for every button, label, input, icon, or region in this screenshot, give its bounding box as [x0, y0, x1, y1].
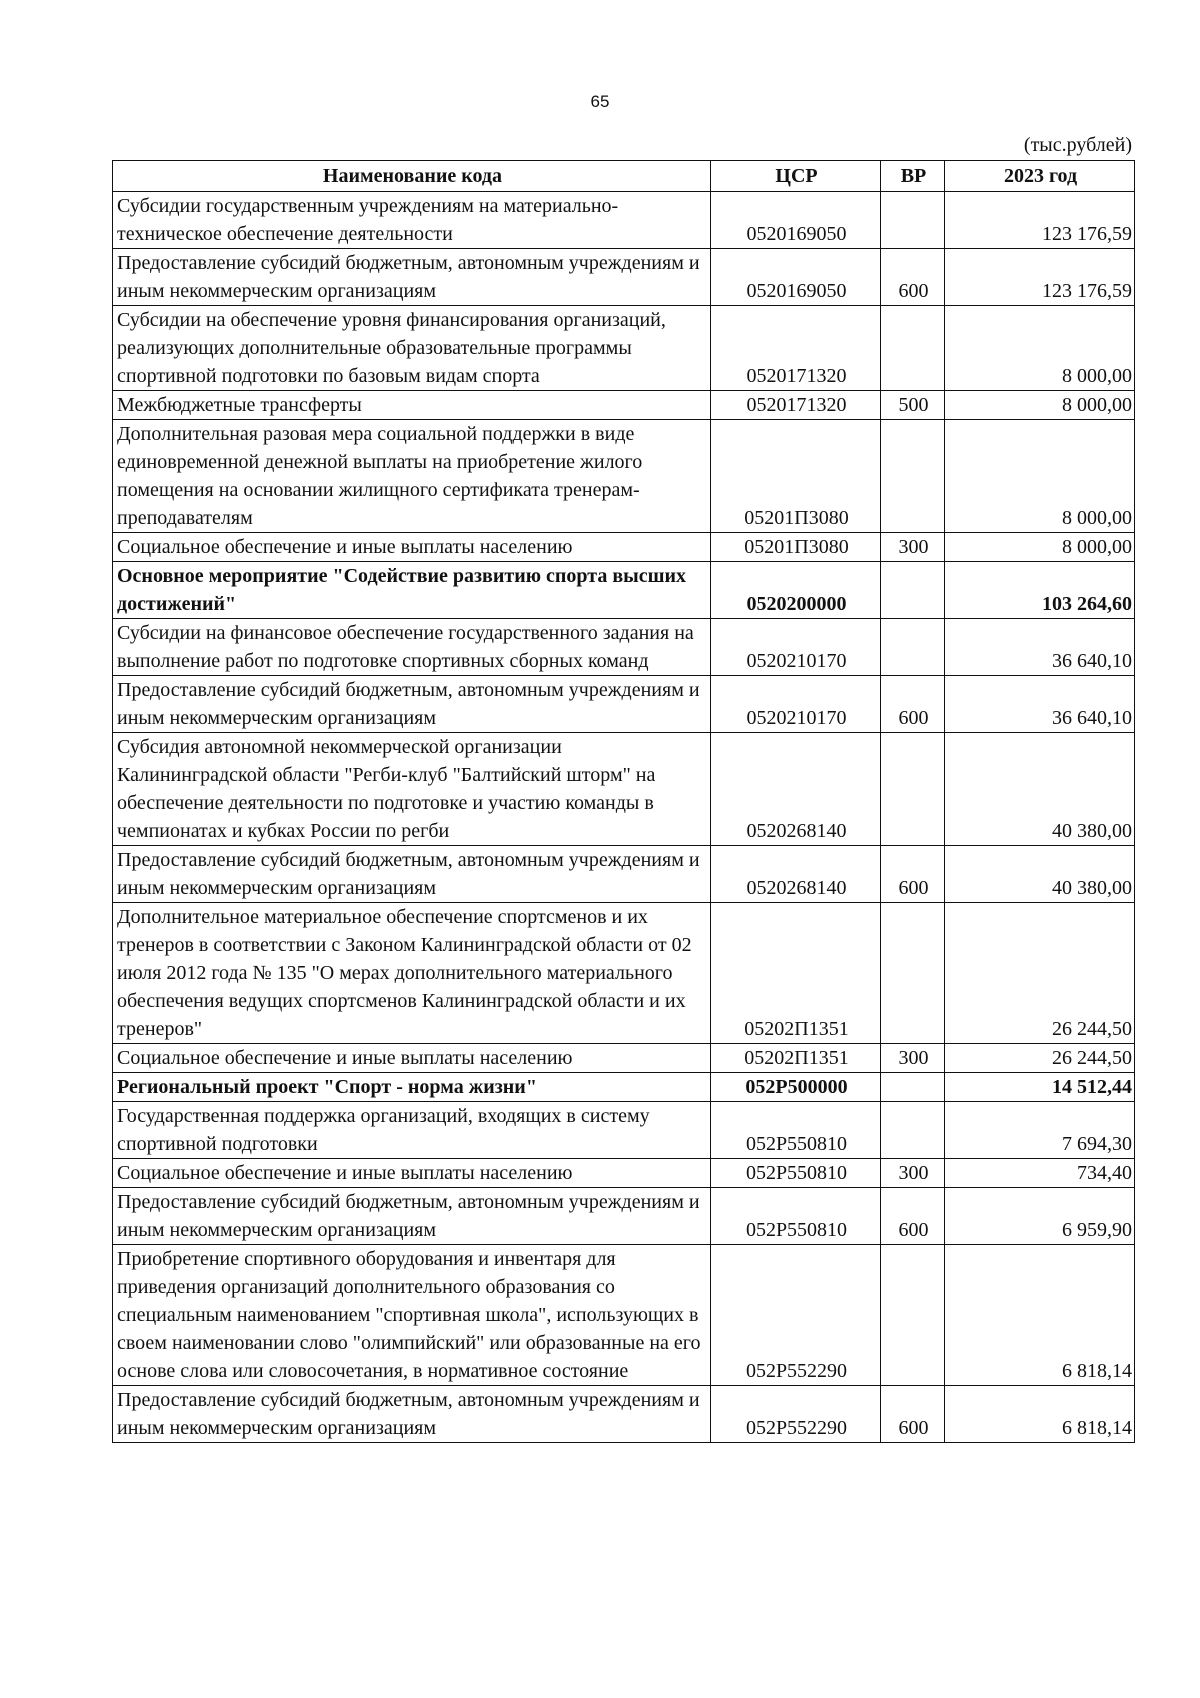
cell-sum: 40 380,00	[945, 733, 1135, 846]
cell-sum: 6 818,14	[945, 1386, 1135, 1443]
header-vr: ВР	[881, 161, 945, 192]
cell-sum: 36 640,10	[945, 619, 1135, 676]
cell-vr	[881, 733, 945, 846]
cell-vr	[881, 903, 945, 1044]
cell-csr: 052P552290	[711, 1245, 881, 1386]
cell-csr: 0520171320	[711, 306, 881, 391]
table-row	[113, 533, 1135, 562]
cell-name: Социальное обеспечение и иные выплаты населению	[113, 1044, 711, 1073]
table-row	[113, 562, 1135, 619]
table-row	[113, 676, 1135, 733]
cell-name: Предоставление субсидий бюджетным, автономным учреждениям и иным некоммерческим организациям	[113, 676, 711, 733]
table-row	[113, 1073, 1135, 1102]
cell-name: Межбюджетные трансферты	[113, 391, 711, 420]
cell-sum: 7 694,30	[945, 1102, 1135, 1159]
cell-sum: 8 000,00	[945, 533, 1135, 562]
table-row	[113, 1159, 1135, 1188]
cell-csr: 05201П3080	[711, 420, 881, 533]
cell-sum: 103 264,60	[945, 562, 1135, 619]
cell-csr: 0520171320	[711, 391, 881, 420]
cell-csr: 052P550810	[711, 1102, 881, 1159]
cell-csr: 0520210170	[711, 676, 881, 733]
cell-vr	[881, 1102, 945, 1159]
header-year: 2023 год	[945, 161, 1135, 192]
cell-vr: 600	[881, 1386, 945, 1443]
cell-name: Субсидии государственным учреждениям на материально-техническое обеспечение деятельности	[113, 192, 711, 249]
cell-name: Субсидия автономной некоммерческой организации Калининградской области "Регби-клуб "Балтийский шторм" на обеспечение деятельности по подготовке и участию команды в чемпионатах и кубках России по регби	[113, 733, 711, 846]
cell-csr: 05201П3080	[711, 533, 881, 562]
cell-sum: 123 176,59	[945, 192, 1135, 249]
cell-sum: 734,40	[945, 1159, 1135, 1188]
cell-csr: 0520200000	[711, 562, 881, 619]
cell-vr: 600	[881, 249, 945, 306]
table-row	[113, 1245, 1135, 1386]
cell-csr: 0520268140	[711, 733, 881, 846]
cell-name: Приобретение спортивного оборудования и инвентаря для приведения организаций дополнительного образования со специальным наименованием "спортивная школа", использующих в своем наименовании слово "олимпийский" или образованные на его основе слова или словосочетания, в нормативное состояние	[113, 1245, 711, 1386]
cell-vr	[881, 562, 945, 619]
cell-name: Предоставление субсидий бюджетным, автономным учреждениям и иным некоммерческим организациям	[113, 1386, 711, 1443]
cell-sum: 8 000,00	[945, 420, 1135, 533]
table-row	[113, 1044, 1135, 1073]
table-row	[113, 846, 1135, 903]
cell-vr	[881, 1073, 945, 1102]
cell-name: Предоставление субсидий бюджетным, автономным учреждениям и иным некоммерческим организациям	[113, 846, 711, 903]
cell-sum: 8 000,00	[945, 391, 1135, 420]
table-row	[113, 249, 1135, 306]
cell-vr: 300	[881, 533, 945, 562]
table-row	[113, 1188, 1135, 1245]
cell-csr: 05202П1351	[711, 903, 881, 1044]
cell-sum: 123 176,59	[945, 249, 1135, 306]
cell-name: Дополнительная разовая мера социальной поддержки в виде единовременной денежной выплаты на приобретение жилого помещения на основании жилищного сертификата тренерам-преподавателям	[113, 420, 711, 533]
cell-vr	[881, 420, 945, 533]
table-body	[113, 192, 1135, 1443]
cell-vr: 500	[881, 391, 945, 420]
table-row	[113, 420, 1135, 533]
cell-name: Субсидии на обеспечение уровня финансирования организаций, реализующих дополнительные образовательные программы спортивной подготовки по базовым видам спорта	[113, 306, 711, 391]
cell-name: Региональный проект "Спорт - норма жизни"	[113, 1073, 711, 1102]
cell-csr: 052P552290	[711, 1386, 881, 1443]
cell-name: Социальное обеспечение и иные выплаты населению	[113, 533, 711, 562]
cell-vr: 300	[881, 1044, 945, 1073]
units-label: (тыс.рублей)	[1023, 134, 1132, 156]
cell-name: Предоставление субсидий бюджетным, автономным учреждениям и иным некоммерческим организациям	[113, 1188, 711, 1245]
cell-sum: 14 512,44	[945, 1073, 1135, 1102]
header-name: Наименование кода	[113, 161, 711, 192]
cell-vr	[881, 306, 945, 391]
cell-vr	[881, 619, 945, 676]
cell-csr: 0520169050	[711, 192, 881, 249]
cell-vr	[881, 1245, 945, 1386]
cell-vr: 600	[881, 846, 945, 903]
cell-sum: 26 244,50	[945, 1044, 1135, 1073]
table-row	[113, 619, 1135, 676]
budget-table	[112, 160, 1135, 1443]
table-row	[113, 1386, 1135, 1443]
cell-vr	[881, 192, 945, 249]
cell-sum: 40 380,00	[945, 846, 1135, 903]
cell-vr: 600	[881, 1188, 945, 1245]
cell-csr: 052P500000	[711, 1073, 881, 1102]
page-number: 65	[590, 92, 610, 111]
cell-name: Социальное обеспечение и иные выплаты населению	[113, 1159, 711, 1188]
cell-sum: 6 959,90	[945, 1188, 1135, 1245]
cell-name: Предоставление субсидий бюджетным, автономным учреждениям и иным некоммерческим организациям	[113, 249, 711, 306]
table-row	[113, 1102, 1135, 1159]
table-row	[113, 391, 1135, 420]
table-row	[113, 306, 1135, 391]
cell-sum: 6 818,14	[945, 1245, 1135, 1386]
cell-sum: 8 000,00	[945, 306, 1135, 391]
cell-csr: 0520169050	[711, 249, 881, 306]
cell-vr: 300	[881, 1159, 945, 1188]
cell-name: Основное мероприятие "Содействие развитию спорта высших достижений"	[113, 562, 711, 619]
cell-csr: 052P550810	[711, 1188, 881, 1245]
cell-csr: 0520210170	[711, 619, 881, 676]
table-row	[113, 192, 1135, 249]
table-row	[113, 903, 1135, 1044]
cell-csr: 0520268140	[711, 846, 881, 903]
cell-name: Субсидии на финансовое обеспечение государственного задания на выполнение работ по подготовке спортивных сборных команд	[113, 619, 711, 676]
cell-vr: 600	[881, 676, 945, 733]
cell-csr: 052P550810	[711, 1159, 881, 1188]
table-header-row	[113, 161, 1135, 192]
cell-sum: 26 244,50	[945, 903, 1135, 1044]
cell-name: Государственная поддержка организаций, входящих в систему спортивной подготовки	[113, 1102, 711, 1159]
cell-sum: 36 640,10	[945, 676, 1135, 733]
table-row	[113, 733, 1135, 846]
cell-name: Дополнительное материальное обеспечение спортсменов и их тренеров в соответствии с Законом Калининградской области от 02 июля 2012 года № 135 "О мерах дополнительного материального обеспечения ведущих спортсменов Калининградской области и их тренеров"	[113, 903, 711, 1044]
cell-csr: 05202П1351	[711, 1044, 881, 1073]
header-csr: ЦСР	[711, 161, 881, 192]
